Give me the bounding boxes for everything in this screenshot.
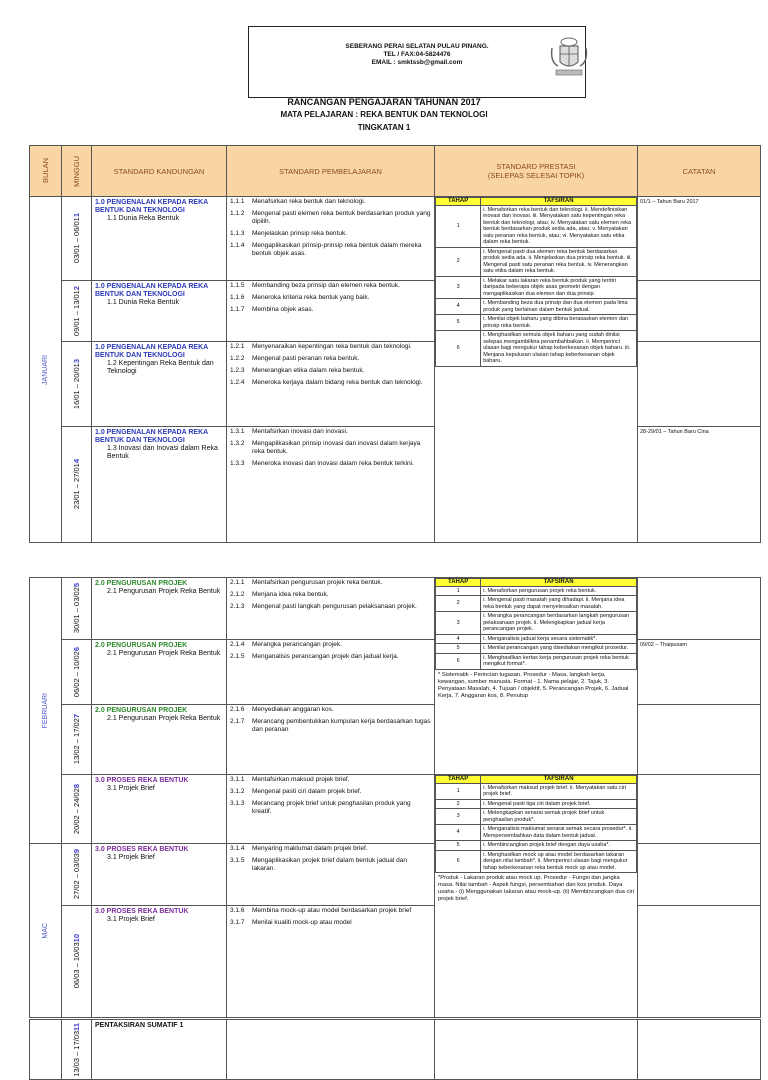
prestasi-row <box>436 799 637 809</box>
sk-subtopic: 1.2 Kepentingan Reka Bentuk dan Teknologi <box>107 360 214 375</box>
sp-item <box>230 294 431 302</box>
sp-item <box>230 706 431 714</box>
sp-item-code: 3.1.2 <box>230 788 245 795</box>
sp-item <box>230 428 431 436</box>
prestasi-row <box>436 809 637 825</box>
prestasi-cell <box>435 197 638 543</box>
sk-subtopic: 1.3 Inovasi dan Inovasi dalam Reka Bentuk <box>107 445 218 460</box>
sp-item <box>230 718 431 734</box>
sp-item-code: 2.1.1 <box>230 579 245 586</box>
sp-item <box>230 367 431 375</box>
sp-item-text: Menyenaraikan kepentingan reka bentuk dan teknologi. <box>252 343 412 350</box>
sp-item-text: Membina objek asas. <box>252 306 314 313</box>
month-label: MAC <box>42 922 49 939</box>
catatan-note <box>638 705 761 775</box>
prestasi-row <box>436 850 637 873</box>
prestasi-row <box>436 315 637 331</box>
tafsiran-text: i. Menganalisis jadual kerja secara sistematik*. <box>481 634 637 644</box>
month-label: FEBRUARI <box>42 692 49 729</box>
sp-item-text: Meneroka kriteria reka bentuk yang baik. <box>252 294 370 301</box>
col-standard-kandungan: STANDARD KANDUNGAN <box>92 146 227 197</box>
tafsiran-text: i. Menafsirkan reka bentuk dan teknologi. ii. Mendefinisikan inovasi dan inovasi. iii. Menyatakan satu kepentingan reka bentuk dan teknologi, atau; iv. Menyatakan satu elemen reka bentuk berdasarkan produk sedia ada, atau; v. Menyatakan satu peranan reka bentuk, atau; vi. Menyatakan satu etika dalam reka bentuk. <box>481 205 637 247</box>
prestasi-row <box>436 299 637 315</box>
week-number: 4 <box>72 459 81 464</box>
prestasi-row <box>436 276 637 299</box>
week-number: 2 <box>72 285 81 291</box>
sp-item-text: Mentafsirkan inovasi dan inovasi. <box>252 428 348 435</box>
tahap-level: 1 <box>436 205 481 247</box>
sk-title: 3.0 PROSES REKA BENTUK <box>95 777 189 784</box>
sp-item <box>230 845 431 853</box>
sp-item-text: Menafsirkan reka bentuk dan teknologi. <box>252 198 366 205</box>
table-row <box>30 705 761 775</box>
week-number: 7 <box>72 714 81 719</box>
sk-title: 3.0 PROSES REKA BENTUK <box>95 908 189 915</box>
week-number: 8 <box>72 783 81 789</box>
tahap-header: TAHAP <box>436 198 481 206</box>
sp-list <box>227 281 435 342</box>
sk-title: 2.0 PENGURUSAN PROJEK <box>95 580 188 587</box>
week-date: 06/03 – 10/03 <box>72 942 81 989</box>
prestasi-table <box>435 775 637 873</box>
sp-list <box>227 775 435 844</box>
col-catatan: CATATAN <box>638 146 761 197</box>
sp-item-code: 1.2.2 <box>230 355 245 362</box>
catatan-note <box>638 844 761 906</box>
sp-list <box>227 640 435 705</box>
yearly-plan-table-january <box>29 145 761 543</box>
sp-item <box>230 282 431 290</box>
tahap-level: 1 <box>436 783 481 799</box>
sp-item-text: Meneroka kerjaya dalam bidang reka bentuk dan teknologi. <box>252 379 423 386</box>
tafsiran-text: i. Mengenal pasti tiga ciri dalam projek brief. <box>481 799 637 809</box>
sp-item-code: 1.1.5 <box>230 282 245 289</box>
sp-item-text: Menyaring maklumat dalam projek brief. <box>252 845 368 852</box>
tahap-level: 6 <box>436 850 481 873</box>
tahap-level: 4 <box>436 825 481 841</box>
sp-item <box>230 579 431 587</box>
sp-list <box>227 844 435 906</box>
sp-item <box>230 907 431 915</box>
table-row <box>30 640 761 705</box>
tafsiran-text: i. Mengenal pasti masalah yang dihadapi. ii. Menjana idea reka bentuk yang dapat menyelesaikan masalah. <box>481 596 637 612</box>
sp-item-code: 3.1.1 <box>230 776 245 783</box>
tafsiran-text: i. Menghasilkan kertas kerja pengurusan projek reka bentuk mengikut format*. <box>481 653 637 669</box>
sp-item <box>230 242 431 258</box>
subject-title: MATA PELAJARAN : REKA BENTUK DAN TEKNOLOGI <box>280 110 488 119</box>
tafsiran-text: i. Menilai perancangan yang disediakan mengikut prosedur. <box>481 644 637 654</box>
sp-item-code: 1.3.2 <box>230 440 245 447</box>
sp-item-text: Merancang projek brief untuk penghasilan produk yang kreatif. <box>252 800 411 815</box>
prestasi-cell <box>435 578 638 775</box>
week-date: 30/01 – 03/02 <box>72 587 81 634</box>
prestasi-row <box>436 331 637 367</box>
col-minggu: MINGGU <box>72 155 81 187</box>
table-row <box>30 281 761 342</box>
catatan-note <box>638 342 761 427</box>
week-date: 13/03 – 17/03 <box>72 1030 81 1077</box>
prestasi-row <box>436 783 637 799</box>
prestasi-row <box>436 841 637 851</box>
week-number: 11 <box>72 1022 81 1031</box>
sp-item <box>230 355 431 363</box>
sk-subtopic: 2.1 Pengurusan Projek Reka Bentuk <box>107 650 221 657</box>
tafsiran-text: i. Menilai objek baharu yang dibina berasaskan elemen dan prinsip reka bentuk. <box>481 315 637 331</box>
sp-item-code: 1.1.7 <box>230 306 245 313</box>
prestasi-row <box>436 612 637 635</box>
week-date: 27/02 – 03/03 <box>72 853 81 900</box>
sk-subtopic: 3.1 Projek Brief <box>107 785 155 792</box>
tafsiran-text: i. Menafsirkan maksud projek brief. ii. Menyatakan satu ciri projek brief. <box>481 783 637 799</box>
sp-item-code: 2.1.3 <box>230 603 245 610</box>
sp-item-code: 3.1.3 <box>230 800 245 807</box>
sp-item-code: 1.2.1 <box>230 343 245 350</box>
catatan-note <box>638 578 761 640</box>
tahap-level: 2 <box>436 799 481 809</box>
sp-item-code: 1.1.3 <box>230 230 245 237</box>
sp-item-text: Menganalisis perancangan projek dan jadual kerja. <box>252 653 399 660</box>
sk-subtopic: 3.1 Projek Brief <box>107 854 155 861</box>
week-number: 10 <box>72 934 81 943</box>
sp-item-text: Menilai kualiti mock-up atau model <box>252 919 352 926</box>
sp-item-code: 3.1.6 <box>230 907 245 914</box>
sp-list <box>227 906 435 1018</box>
sp-item <box>230 603 431 611</box>
tafsiran-header: TAFSIRAN <box>481 579 637 587</box>
tahap-level: 4 <box>436 634 481 644</box>
sp-item-text: Menerangkan etika dalam reka bentuk. <box>252 367 365 374</box>
week-date: 09/01 – 13/01 <box>72 290 81 337</box>
table-row <box>30 427 761 543</box>
prestasi-header-row <box>436 198 637 206</box>
table-row <box>30 578 761 640</box>
sp-list <box>227 342 435 427</box>
table-row <box>30 906 761 1018</box>
sp-item <box>230 919 431 927</box>
school-email: EMAIL : smktssb@gmail.com <box>371 59 463 66</box>
month-label: JANUARI <box>42 354 49 385</box>
sp-item <box>230 776 431 784</box>
yearly-plan-table-february <box>29 577 761 1018</box>
sk-title: 3.0 PROSES REKA BENTUK <box>95 846 189 853</box>
sp-item <box>230 198 431 206</box>
document-title: RANCANGAN PENGAJARAN TAHUNAN 2017 <box>287 97 481 107</box>
school-address: SEBERANG PERAI SELATAN PULAU PINANG. <box>345 43 489 50</box>
tahap-level: 2 <box>436 247 481 276</box>
sp-item <box>230 641 431 649</box>
school-phone: TEL / FAX:04-5824476 <box>383 51 451 58</box>
sk-title: 2.0 PENGURUSAN PROJEK <box>95 642 188 649</box>
week-number: 1 <box>72 213 81 218</box>
catatan-note <box>638 775 761 844</box>
tahap-level: 3 <box>436 612 481 635</box>
table-row <box>30 1020 761 1080</box>
col-standard-pembelajaran: STANDARD PEMBELAJARAN <box>227 146 435 197</box>
week-date: 16/01 – 20/01 <box>72 363 81 410</box>
sp-item-code: 3.1.4 <box>230 845 245 852</box>
tahap-level: 5 <box>436 315 481 331</box>
tafsiran-text: i. Membincangkan projek brief dengan daya usaha*. <box>481 841 637 851</box>
sp-item <box>230 343 431 351</box>
tahap-level: 6 <box>436 331 481 367</box>
tafsiran-text: i. Melengkapkan senarai semak projek brief untuk penghasilan produk*. <box>481 809 637 825</box>
prestasi-footnote: * Sistematik - Perincian tugasan. Prosedur - Masa, langkah kerja, kewangan, sumber manusia. Format - 1. Nama pelajar, 2. Tajuk, 3. Penyataan Masalah, 4. Tujuan / objektif, 5. Perancangan Projek, 6. Jadual Kerja, 7. Anggaran kos, 8. Penutup <box>438 671 629 699</box>
sk-subtopic: 2.1 Pengurusan Projek Reka Bentuk <box>107 588 221 595</box>
sp-item-text: Mengaplikasikan prinsip-prinsip reka bentuk dalam mereka bentuk objek asas. <box>252 242 422 257</box>
prestasi-row <box>436 205 637 247</box>
sp-item-code: 3.1.7 <box>230 919 245 926</box>
tahap-level: 2 <box>436 596 481 612</box>
col-bulan: BULAN <box>41 158 50 184</box>
tafsiran-text: i. Membanding beza dua prinsip dan dua elemen pada lima produk yang berlainan dalam bentuk jadual. <box>481 299 637 315</box>
sp-item-text: Membina mock-up atau model berdasarkan projek brief <box>252 907 412 914</box>
sp-list <box>227 427 435 543</box>
sp-item <box>230 857 431 873</box>
tafsiran-header: TAFSIRAN <box>481 198 637 206</box>
tahap-level: 4 <box>436 299 481 315</box>
week-date: 23/01 – 27/01 <box>72 463 81 510</box>
tahap-header: TAHAP <box>436 579 481 587</box>
prestasi-row <box>436 596 637 612</box>
sp-item-code: 3.1.5 <box>230 857 245 864</box>
sp-item-text: Mentafsirkan pengurusan projek reka bentuk. <box>252 579 383 586</box>
sk-title: 1.0 PENGENALAN KEPADA REKA BENTUK DAN TEKNOLOGI <box>95 199 208 214</box>
prestasi-footnote: *Produk - Lakaran produk atau mock up. Prosedur - Fungsi dan jangka masa. Nilai tambah - Aspek fungsi, persembahan dan kos produk. Daya usaha - (i) Menggunakan lakaran atau mock-up. (ii) Membincangkan dua ciri projek brief. <box>438 875 634 902</box>
prestasi-row <box>436 634 637 644</box>
sp-item <box>230 230 431 238</box>
col-standard-prestasi: STANDARD PRESTASI <box>496 162 576 171</box>
week-number: 5 <box>72 583 81 588</box>
prestasi-row <box>436 644 637 654</box>
tahap-level: 1 <box>436 586 481 596</box>
prestasi-header-row <box>436 776 637 784</box>
sp-list <box>227 197 435 281</box>
school-header-box <box>248 26 586 98</box>
sp-item <box>230 306 431 314</box>
sp-item <box>230 800 431 816</box>
prestasi-row <box>436 653 637 669</box>
sk-subtopic: 2.1 Pengurusan Projek Reka Bentuk <box>107 715 221 722</box>
prestasi-cell <box>435 775 638 1018</box>
table-row <box>30 775 761 844</box>
sp-item <box>230 440 431 456</box>
coat-of-arms-icon <box>548 34 590 78</box>
sk-title: 1.0 PENGENALAN KEPADA REKA BENTUK DAN TEKNOLOGI <box>95 429 208 444</box>
tafsiran-text: i. Mengenal pasti dua elemen reka bentuk berdasarkan produk sedia ada. ii. Menjelaskan dua prinsip reka bentuk. iii. Mengenal pasti satu peranan reka bentuk. iv. Menerangkan satu etika dalam reka bentuk. <box>481 247 637 276</box>
sp-item-code: 1.3.3 <box>230 460 245 467</box>
sp-list <box>227 705 435 775</box>
sp-item <box>230 591 431 599</box>
sp-item-text: Mengenal pasti langkah pengurusan pelaksanaan projek. <box>252 603 417 610</box>
week-date: 03/01 – 06/01 <box>72 217 81 264</box>
sp-item-text: Mengaplikasikan prinsip inovasi dan inovasi dalam kerjaya reka bentuk. <box>252 440 421 455</box>
table-row <box>30 844 761 906</box>
sk-title: 1.0 PENGENALAN KEPADA REKA BENTUK DAN TEKNOLOGI <box>95 344 208 359</box>
sp-item-text: Mengenal pasti peranan reka bentuk. <box>252 355 360 362</box>
sp-item-text: Mengenal pasti ciri dalam projek brief. <box>252 788 362 795</box>
table-header-row <box>30 146 761 197</box>
sp-item-code: 2.1.2 <box>230 591 245 598</box>
prestasi-row <box>436 586 637 596</box>
prestasi-row <box>436 247 637 276</box>
sp-item-text: Mentafsirkan maksud projek brief. <box>252 776 350 783</box>
tafsiran-text: i. Melakar satu lakaran reka bentuk produk yang terdiri daripada beberapa objek asas geometri dengan mengaplikasikan dua elemen dan dua prinsip. <box>481 276 637 299</box>
yearly-plan-table-march <box>29 1019 761 1080</box>
tahap-header: TAHAP <box>436 776 481 784</box>
sp-item-code: 1.1.4 <box>230 242 245 249</box>
sp-item-code: 1.1.2 <box>230 210 245 217</box>
catatan-note: 01/1 – Tahun Baru 2017 <box>638 197 761 281</box>
sp-item-code: 2.1.7 <box>230 718 245 725</box>
catatan-note: 28-29/01 – Tahun Baru Cina <box>638 427 761 543</box>
sp-item-text: Meneroka inovasi dan inovasi dalam reka bentuk terkini. <box>252 460 414 467</box>
week-number: 6 <box>72 646 81 652</box>
sp-item-text: Merancang pembentukkan kumpulan kerja berdasarkan tugas dan peranan <box>252 718 431 733</box>
sp-list <box>227 578 435 640</box>
prestasi-table <box>435 197 637 367</box>
sp-item-code: 1.2.4 <box>230 379 245 386</box>
prestasi-row <box>436 825 637 841</box>
sp-item-text: Mengaplikasikan projek brief dalam bentuk jadual dan lakaran. <box>252 857 408 872</box>
tafsiran-text: i. Menghasilkan semula objek baharu yang sudah dinilai selepas mengambilkira penambahbaikan. ii. Memperinci ulasan bagi mengukur tahap keberkesanan objek baharu. iii. Menjana kepulusan ulasan tahap keberkesanan objek baharu. <box>481 331 637 367</box>
catatan-note <box>638 906 761 1018</box>
sp-item-code: 2.1.4 <box>230 641 245 648</box>
table-row <box>30 342 761 427</box>
tahap-level: 6 <box>436 653 481 669</box>
week-number: 9 <box>72 849 81 854</box>
tahap-level: 5 <box>436 841 481 851</box>
sp-item <box>230 379 431 387</box>
week-date: 20/02 – 24/02 <box>72 788 81 835</box>
table-row <box>30 197 761 281</box>
week-date: 13/02 – 17/02 <box>72 718 81 765</box>
sp-item-text: Menjana idea reka bentuk. <box>252 591 329 598</box>
sk-subtopic: 1.1 Dunia Reka Bentuk <box>107 299 179 306</box>
sp-item <box>230 653 431 661</box>
sp-item-code: 1.1.1 <box>230 198 245 205</box>
form-title: TINGKATAN 1 <box>357 123 411 132</box>
sk-subtopic: 3.1 Projek Brief <box>107 916 155 923</box>
tafsiran-text: i. Menafsirkan pengurusan projek reka bentuk. <box>481 586 637 596</box>
week-date: 06/02 – 10/02 <box>72 651 81 698</box>
tahap-level: 3 <box>436 809 481 825</box>
tafsiran-text: i. Menganalisis maklumat senarai semak secara prosedur*. ii. Mempersembahkan data dalam bentuk jadual. <box>481 825 637 841</box>
sp-item-code: 1.1.6 <box>230 294 245 301</box>
sp-item-text: Membanding beza prinsip dan elemen reka bentuk. <box>252 282 400 289</box>
week-number: 3 <box>72 358 81 364</box>
sk-title: PENTAKSIRAN SUMATIF 1 <box>95 1022 184 1029</box>
sp-item <box>230 788 431 796</box>
sp-item-text: Mengenal pasti elemen reka bentuk berdasarkan produk yang dipilih. <box>252 210 431 225</box>
sk-title: 1.0 PENGENALAN KEPADA REKA BENTUK DAN TEKNOLOGI <box>95 283 208 298</box>
sp-item-code: 1.3.1 <box>230 428 245 435</box>
sp-item-text: Menjelaskan prinsip reka bentuk. <box>252 230 348 237</box>
sp-item-code: 2.1.6 <box>230 706 245 713</box>
catatan-note <box>638 281 761 342</box>
tahap-level: 3 <box>436 276 481 299</box>
tafsiran-header: TAFSIRAN <box>481 776 637 784</box>
sp-item <box>230 460 431 468</box>
sp-item-code: 1.2.3 <box>230 367 245 374</box>
tahap-level: 5 <box>436 644 481 654</box>
sp-item-text: Merangka perancangan projek. <box>252 641 342 648</box>
col-standard-prestasi-sub: (SELEPAS SELESAI TOPIK) <box>487 171 585 180</box>
tafsiran-text: i. Merangka perancangan berdasarkan langkah pengurusan pelaksanaan projek. ii. Melengkapkan jadual kerja perancangan projek. <box>481 612 637 635</box>
tafsiran-text: i. Menghasilkan mock up atau model berdasarkan lakaran dengan nilai tambah*. ii. Memperinci ulasan bagi mengukur tahap keberkesanan reka bentuk mock up atau model. <box>481 850 637 873</box>
sk-subtopic: 1.1 Dunia Reka Bentuk <box>107 215 179 222</box>
prestasi-table <box>435 578 637 670</box>
catatan-note: 09/02 – Thaipusam <box>638 640 761 705</box>
sp-item <box>230 210 431 226</box>
sp-item-text: Menyediakan anggaran kos. <box>252 706 334 713</box>
prestasi-header-row <box>436 579 637 587</box>
sp-item-code: 2.1.5 <box>230 653 245 660</box>
sk-title: 2.0 PENGURUSAN PROJEK <box>95 707 188 714</box>
